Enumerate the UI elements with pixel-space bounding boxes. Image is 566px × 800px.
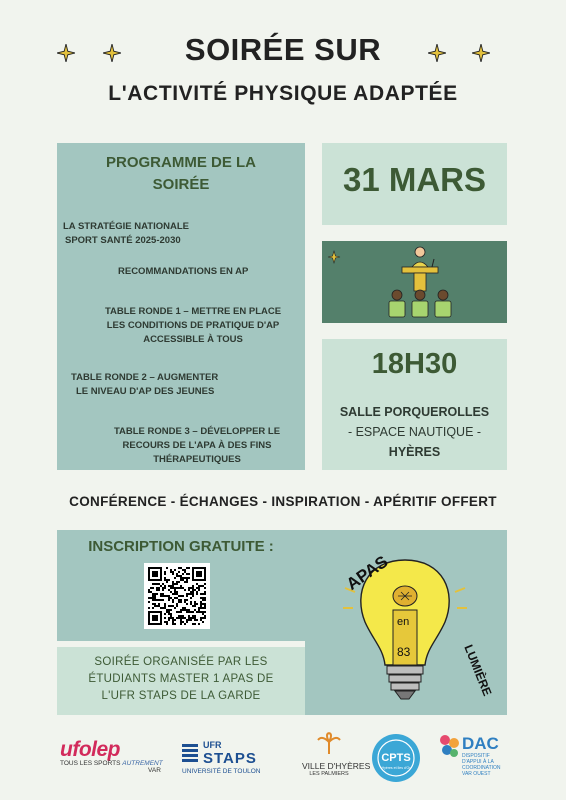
inscription-title: INSCRIPTION GRATUITE : bbox=[88, 538, 274, 555]
programme-item: TABLE RONDE 2 – AUGMENTER LE NIVEAU D'AP DES JEUNES bbox=[71, 372, 219, 397]
programme-item: RECOMMANDATIONS EN AP bbox=[118, 266, 249, 277]
event-date: 31 MARS bbox=[342, 161, 487, 198]
ufr-staps-logo: UFR STAPS UNIVERSITÉ DE TOULON bbox=[182, 740, 261, 775]
organisers-text: SOIRÉE ORGANISÉE PAR LES ÉTUDIANTS MASTER 1 APAS DE L'UFR STAPS DE LA GARDE bbox=[88, 656, 274, 702]
apas-lumiere-logo bbox=[305, 530, 507, 715]
cpts-sub: Hyères et Iles d'Or bbox=[381, 766, 411, 770]
venue-name: SALLE PORQUEROLLES bbox=[339, 405, 490, 419]
dac-logo: DAC DISPOSITIF D'APPUI À LA COORDINATION VAR OUEST bbox=[438, 734, 518, 782]
cpts-logo bbox=[370, 732, 422, 784]
qr-code[interactable] bbox=[144, 563, 210, 629]
logo-en: en bbox=[397, 616, 410, 628]
tagline: CONFÉRENCE - ÉCHANGES - INSPIRATION - APÉRITIF OFFERT bbox=[69, 494, 497, 509]
cpts-name: CPTS bbox=[381, 752, 411, 764]
programme-item: LA STRATÉGIE NATIONALE SPORT SANTÉ 2025-2030 bbox=[63, 221, 189, 246]
venue-city: HYÈRES bbox=[388, 445, 441, 459]
venue-place: - ESPACE NAUTIQUE - bbox=[347, 425, 482, 439]
logo-number: 83 bbox=[397, 645, 411, 659]
ufolep-logo: ufolep TOUS LES SPORTS AUTREMENT VAR bbox=[60, 738, 163, 774]
programme-title: PROGRAMME DE LA SOIRÉE bbox=[106, 154, 256, 193]
event-time: 18H30 bbox=[371, 348, 458, 380]
logo-apas: APAS bbox=[342, 551, 392, 594]
ville-hyeres-logo: VILLE D'HYÈRES LES PALMIERS bbox=[302, 732, 356, 778]
page-title: SOIRÉE SUR bbox=[184, 32, 382, 67]
programme-item: TABLE RONDE 1 – METTRE EN PLACE LES CONDITIONS DE PRATIQUE D'AP ACCESSIBLE À TOUS bbox=[104, 306, 282, 345]
sparkle-icon bbox=[328, 251, 340, 263]
programme-item: TABLE RONDE 3 – DÉVELOPPER LE RECOURS DE L'APA À DES FINS THÉRAPEUTIQUES bbox=[113, 426, 281, 465]
page-subtitle: L'ACTIVITÉ PHYSIQUE ADAPTÉE bbox=[108, 82, 458, 105]
conference-illustration bbox=[322, 241, 507, 323]
logo-lumiere: LUMIÈRE bbox=[461, 642, 495, 698]
